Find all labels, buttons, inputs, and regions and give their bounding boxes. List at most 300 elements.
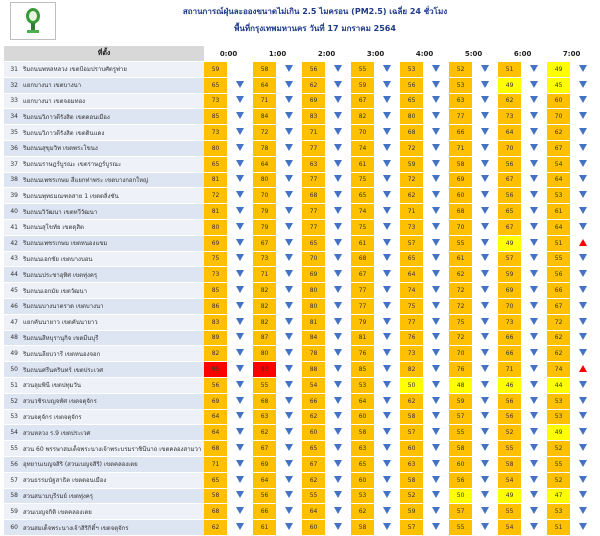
pm25-value: 53 (547, 188, 570, 204)
trend-down-icon (236, 223, 244, 230)
trend-cell (521, 377, 547, 393)
trend-cell (423, 188, 449, 204)
trend-down-icon (383, 175, 391, 182)
pm25-value: 67 (547, 140, 570, 156)
trend-down-icon (481, 428, 489, 435)
trend-down-icon (481, 96, 489, 103)
trend-cell (276, 520, 302, 536)
pm25-value: 49 (498, 77, 521, 93)
table-row (4, 409, 596, 425)
trend-cell (227, 346, 253, 362)
pm25-value: 61 (351, 156, 374, 172)
trend-down-icon (530, 270, 538, 277)
trend-cell (423, 504, 449, 520)
table-row (4, 172, 596, 188)
trend-down-icon (530, 239, 538, 246)
trend-cell (423, 283, 449, 299)
trend-cell (521, 62, 547, 78)
trend-down-icon (236, 128, 244, 135)
pm25-value: 58 (498, 456, 521, 472)
pm25-value: 60 (547, 93, 570, 109)
trend-cell (423, 472, 449, 488)
pm25-value: 69 (302, 267, 325, 283)
pm25-value: 64 (498, 125, 521, 141)
trend-cell (374, 172, 400, 188)
station-name: ริมถนนสุโขทัย เขตดุสิต (20, 219, 204, 235)
pm25-value: 65 (302, 235, 325, 251)
trend-down-icon (432, 318, 440, 325)
row-number: 43 (4, 251, 20, 267)
trend-cell (374, 504, 400, 520)
trend-cell (472, 425, 498, 441)
trend-cell (276, 140, 302, 156)
trend-cell (276, 109, 302, 125)
table-row (4, 425, 596, 441)
trend-down-icon (579, 65, 587, 72)
pm25-value: 60 (351, 409, 374, 425)
trend-cell (276, 409, 302, 425)
trend-down-icon (236, 381, 244, 388)
row-number: 45 (4, 283, 20, 299)
trend-down-icon (285, 128, 293, 135)
trend-down-icon (285, 223, 293, 230)
trend-cell (472, 377, 498, 393)
pm25-value: 80 (253, 346, 276, 362)
row-number: 49 (4, 346, 20, 362)
trend-cell (374, 77, 400, 93)
trend-down-icon (481, 81, 489, 88)
trend-cell (423, 441, 449, 457)
pm25-value: 73 (253, 251, 276, 267)
pm25-value: 85 (351, 362, 374, 378)
pm25-value: 72 (449, 330, 472, 346)
trend-down-icon (236, 286, 244, 293)
location-header: ที่ตั้ง (4, 46, 204, 62)
pm25-value: 77 (302, 204, 325, 220)
trend-cell (227, 125, 253, 141)
trend-down-icon (530, 444, 538, 451)
pm25-value: 72 (400, 172, 423, 188)
pm25-value: 50 (400, 377, 423, 393)
trend-cell (521, 283, 547, 299)
row-number: 59 (4, 504, 20, 520)
trend-down-icon (481, 207, 489, 214)
trend-cell (276, 346, 302, 362)
trend-down-icon (432, 428, 440, 435)
table-row (4, 362, 596, 378)
pm25-value: 93 (253, 362, 276, 378)
pm25-value: 64 (547, 219, 570, 235)
pm25-table (4, 46, 596, 536)
trend-down-icon (579, 428, 587, 435)
pm25-value: 56 (498, 393, 521, 409)
pm25-value: 87 (253, 330, 276, 346)
pm25-value: 48 (449, 377, 472, 393)
trend-cell (325, 377, 351, 393)
trend-down-icon (530, 175, 538, 182)
pm25-value: 56 (302, 62, 325, 78)
trend-cell (325, 409, 351, 425)
trend-down-icon (481, 507, 489, 514)
trend-cell (521, 188, 547, 204)
trend-cell (570, 188, 596, 204)
trend-down-icon (579, 223, 587, 230)
trend-down-icon (383, 81, 391, 88)
trend-down-icon (481, 112, 489, 119)
pm25-value: 57 (400, 520, 423, 536)
trend-down-icon (334, 476, 342, 483)
trend-down-icon (236, 476, 244, 483)
trend-up-icon (579, 365, 587, 372)
trend-down-icon (432, 397, 440, 404)
trend-cell (570, 298, 596, 314)
trend-down-icon (481, 160, 489, 167)
trend-down-icon (579, 160, 587, 167)
station-name: สวนจตุจักร เขตจตุจักร (20, 409, 204, 425)
trend-cell (423, 156, 449, 172)
trend-down-icon (530, 412, 538, 419)
pm25-value: 72 (253, 125, 276, 141)
pm25-value: 63 (351, 441, 374, 457)
pm25-value: 59 (351, 77, 374, 93)
trend-cell (521, 251, 547, 267)
pm25-value: 59 (449, 393, 472, 409)
pm25-value: 65 (400, 93, 423, 109)
trend-down-icon (236, 428, 244, 435)
trend-down-icon (481, 491, 489, 498)
pm25-value: 56 (204, 377, 227, 393)
pm25-value: 63 (449, 93, 472, 109)
pm25-value: 55 (449, 425, 472, 441)
pm25-value: 64 (547, 172, 570, 188)
trend-down-icon (236, 254, 244, 261)
trend-cell (374, 251, 400, 267)
trend-down-icon (383, 65, 391, 72)
pm25-value: 73 (204, 125, 227, 141)
trend-cell (423, 140, 449, 156)
trend-down-icon (334, 144, 342, 151)
trend-up-icon (579, 239, 587, 246)
trend-down-icon (334, 302, 342, 309)
pm25-value: 49 (547, 62, 570, 78)
trend-down-icon (285, 397, 293, 404)
trend-cell (472, 362, 498, 378)
trend-down-icon (530, 349, 538, 356)
trend-down-icon (579, 397, 587, 404)
trend-down-icon (334, 191, 342, 198)
trend-cell (521, 93, 547, 109)
trend-cell (276, 504, 302, 520)
pm25-value: 76 (351, 346, 374, 362)
trend-down-icon (481, 349, 489, 356)
trend-cell (227, 520, 253, 536)
pm25-value: 64 (400, 267, 423, 283)
station-name: สวนหลวง ร.9 เขตประเวศ (20, 425, 204, 441)
pm25-value: 73 (400, 219, 423, 235)
trend-cell (374, 362, 400, 378)
pm25-value: 68 (253, 393, 276, 409)
pm25-value: 58 (351, 425, 374, 441)
trend-cell (227, 362, 253, 378)
pm25-value: 77 (302, 140, 325, 156)
trend-down-icon (285, 81, 293, 88)
pm25-value: 71 (204, 456, 227, 472)
trend-cell (227, 93, 253, 109)
pm25-value: 62 (302, 409, 325, 425)
table-row (4, 488, 596, 504)
trend-cell (423, 425, 449, 441)
pm25-value: 66 (302, 393, 325, 409)
station-name: ริมถนนเพชรเกษม เขตหนองแขม (20, 235, 204, 251)
trend-cell (374, 393, 400, 409)
trend-cell (374, 140, 400, 156)
trend-cell (227, 488, 253, 504)
hour-header: 4:00 (400, 46, 449, 62)
pm25-value: 66 (547, 283, 570, 299)
trend-cell (472, 409, 498, 425)
trend-down-icon (432, 523, 440, 530)
trend-down-icon (334, 491, 342, 498)
trend-down-icon (383, 381, 391, 388)
trend-down-icon (383, 286, 391, 293)
row-number: 54 (4, 425, 20, 441)
trend-cell (374, 109, 400, 125)
trend-down-icon (579, 412, 587, 419)
pm25-value: 53 (449, 77, 472, 93)
trend-cell (325, 109, 351, 125)
pm25-value: 62 (400, 188, 423, 204)
table-row (4, 93, 596, 109)
station-name: ริมถนนประชาอุทิศ เขตทุ่งครุ (20, 267, 204, 283)
trend-down-icon (432, 128, 440, 135)
station-name: สวนสมเด็จพระนางเจ้าสิริกิติ์ฯ เขตจตุจักร (20, 520, 204, 536)
trend-cell (570, 377, 596, 393)
station-name: ริมถนนพุทธมณฑลสาย 1 เขตตลิ่งชัน (20, 188, 204, 204)
trend-down-icon (481, 191, 489, 198)
pm25-value: 77 (400, 314, 423, 330)
trend-cell (374, 472, 400, 488)
trend-cell (276, 62, 302, 78)
station-name: ริมถนนสุขุมวิท เขตพระโขนง (20, 140, 204, 156)
trend-down-icon (383, 112, 391, 119)
trend-down-icon (334, 365, 342, 372)
pm25-value: 55 (302, 488, 325, 504)
trend-down-icon (530, 460, 538, 467)
trend-down-icon (236, 144, 244, 151)
trend-down-icon (383, 349, 391, 356)
trend-down-icon (334, 96, 342, 103)
pm25-value: 68 (204, 441, 227, 457)
trend-cell (472, 204, 498, 220)
trend-down-icon (334, 428, 342, 435)
pm25-value: 58 (351, 520, 374, 536)
trend-cell (472, 156, 498, 172)
trend-down-icon (530, 128, 538, 135)
trend-down-icon (285, 191, 293, 198)
trend-cell (472, 330, 498, 346)
trend-cell (472, 251, 498, 267)
trend-cell (521, 346, 547, 362)
pm25-value: 71 (253, 267, 276, 283)
pm25-value: 85 (204, 109, 227, 125)
pm25-value: 64 (302, 504, 325, 520)
pm25-value: 65 (498, 204, 521, 220)
trend-down-icon (530, 96, 538, 103)
trend-cell (325, 172, 351, 188)
trend-cell (521, 425, 547, 441)
trend-cell (374, 520, 400, 536)
trend-down-icon (481, 65, 489, 72)
trend-cell (276, 219, 302, 235)
trend-cell (325, 504, 351, 520)
row-number: 57 (4, 472, 20, 488)
pm25-value: 67 (253, 441, 276, 457)
pm25-value: 82 (204, 346, 227, 362)
pm25-value: 55 (351, 62, 374, 78)
pm25-value: 57 (449, 409, 472, 425)
trend-cell (423, 219, 449, 235)
pm25-value: 53 (400, 62, 423, 78)
trend-cell (325, 456, 351, 472)
trend-down-icon (432, 365, 440, 372)
trend-cell (227, 472, 253, 488)
pm25-value: 62 (253, 425, 276, 441)
pm25-value: 50 (449, 488, 472, 504)
pm25-value: 66 (498, 330, 521, 346)
trend-cell (521, 441, 547, 457)
trend-down-icon (530, 160, 538, 167)
trend-down-icon (579, 333, 587, 340)
pm25-value: 53 (547, 504, 570, 520)
trend-cell (521, 314, 547, 330)
pm25-value: 73 (498, 109, 521, 125)
trend-cell (423, 346, 449, 362)
trend-down-icon (481, 254, 489, 261)
pm25-value: 58 (253, 62, 276, 78)
trend-down-icon (334, 444, 342, 451)
trend-cell (276, 125, 302, 141)
pm25-value: 49 (547, 425, 570, 441)
trend-cell (227, 409, 253, 425)
table-row (4, 251, 596, 267)
trend-cell (570, 346, 596, 362)
trend-down-icon (579, 191, 587, 198)
trend-down-icon (530, 207, 538, 214)
pm25-value: 64 (253, 472, 276, 488)
trend-down-icon (432, 112, 440, 119)
trend-cell (521, 140, 547, 156)
trend-down-icon (285, 523, 293, 530)
table-row (4, 267, 596, 283)
trend-cell (423, 109, 449, 125)
trend-cell (472, 219, 498, 235)
trend-down-icon (530, 428, 538, 435)
trend-cell (276, 235, 302, 251)
pm25-value: 79 (351, 314, 374, 330)
pm25-value: 58 (400, 409, 423, 425)
pm25-value: 72 (547, 314, 570, 330)
trend-down-icon (236, 112, 244, 119)
trend-down-icon (334, 65, 342, 72)
pm25-value: 55 (547, 456, 570, 472)
trend-down-icon (432, 349, 440, 356)
pm25-value: 49 (498, 488, 521, 504)
trend-down-icon (432, 81, 440, 88)
hour-header: 2:00 (302, 46, 351, 62)
pm25-value: 54 (498, 472, 521, 488)
trend-cell (227, 156, 253, 172)
trend-cell (423, 409, 449, 425)
trend-down-icon (432, 254, 440, 261)
pm25-value: 83 (204, 314, 227, 330)
trend-down-icon (334, 460, 342, 467)
trend-down-icon (481, 302, 489, 309)
pm25-value: 70 (253, 188, 276, 204)
pm25-value: 64 (204, 425, 227, 441)
trend-down-icon (530, 318, 538, 325)
trend-down-icon (481, 476, 489, 483)
trend-down-icon (334, 333, 342, 340)
pm25-value: 69 (498, 283, 521, 299)
pm25-value: 67 (498, 219, 521, 235)
pm25-value: 62 (547, 125, 570, 141)
trend-cell (325, 425, 351, 441)
table-row (4, 393, 596, 409)
pm25-value: 80 (302, 283, 325, 299)
trend-down-icon (432, 175, 440, 182)
trend-cell (276, 283, 302, 299)
trend-down-icon (334, 207, 342, 214)
trend-down-icon (285, 254, 293, 261)
row-number: 56 (4, 456, 20, 472)
trend-down-icon (285, 144, 293, 151)
pm25-value: 61 (449, 251, 472, 267)
pm25-value: 52 (400, 488, 423, 504)
trend-cell (325, 219, 351, 235)
trend-cell (227, 140, 253, 156)
trend-down-icon (285, 302, 293, 309)
pm25-value: 63 (302, 156, 325, 172)
hour-header: 6:00 (498, 46, 547, 62)
trend-down-icon (285, 507, 293, 514)
table-row (4, 330, 596, 346)
pm25-value: 80 (400, 109, 423, 125)
table-row (4, 314, 596, 330)
pm25-value: 56 (400, 77, 423, 93)
trend-cell (423, 520, 449, 536)
trend-cell (374, 235, 400, 251)
trend-down-icon (285, 270, 293, 277)
trend-down-icon (579, 507, 587, 514)
trend-cell (325, 204, 351, 220)
trend-cell (521, 362, 547, 378)
pm25-value: 57 (400, 425, 423, 441)
trend-down-icon (432, 491, 440, 498)
trend-cell (423, 298, 449, 314)
trend-cell (472, 346, 498, 362)
trend-cell (374, 156, 400, 172)
trend-cell (276, 156, 302, 172)
trend-cell (423, 314, 449, 330)
trend-cell (325, 125, 351, 141)
trend-down-icon (579, 128, 587, 135)
trend-cell (423, 77, 449, 93)
trend-down-icon (236, 96, 244, 103)
trend-cell (276, 362, 302, 378)
trend-down-icon (432, 507, 440, 514)
trend-down-icon (334, 397, 342, 404)
trend-cell (570, 472, 596, 488)
